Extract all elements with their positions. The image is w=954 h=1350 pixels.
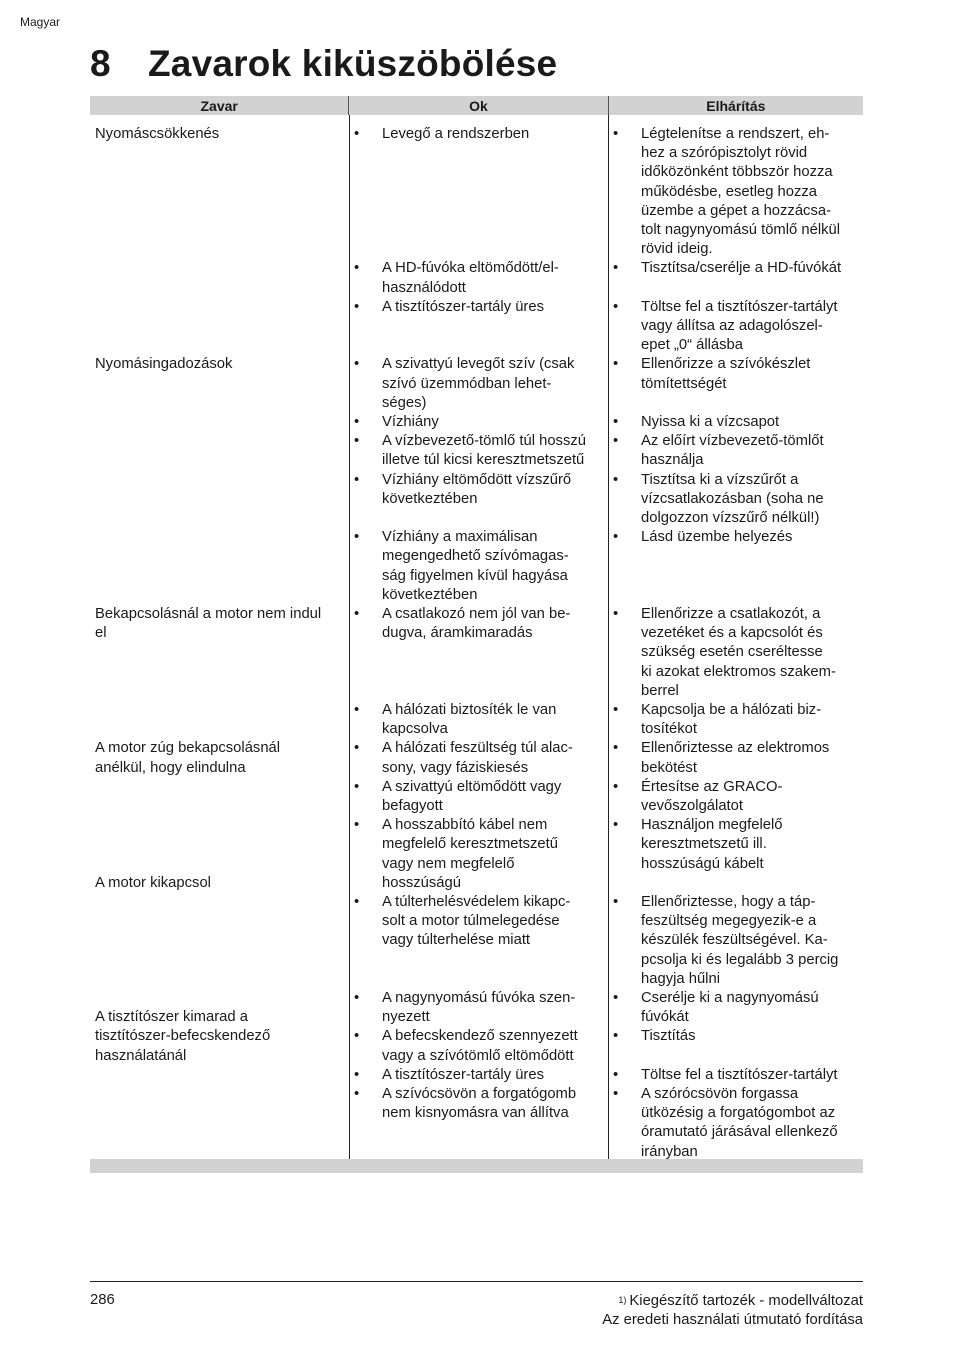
remedy-item: Tisztítsa/cserélje a HD-fúvókát	[641, 260, 842, 277]
bullet-icon: •	[613, 529, 619, 546]
column-divider	[349, 115, 350, 1159]
cause-item: A hálózati feszültség túl alac- sony, vagy fáziskiesés	[382, 740, 573, 776]
remedy-item: Ellenőrizze a szívókészlet tömítettségét	[641, 356, 811, 392]
bullet-icon: •	[354, 356, 360, 373]
table-header-row	[90, 96, 863, 115]
cause-item: A szivattyú eltömődött vagy befagyott	[382, 778, 562, 814]
header-remedy: Elhárítás	[608, 96, 863, 115]
remedy-item: Nyissa ki a vízcsapot	[641, 414, 780, 430]
remedy-item: Tisztítsa ki a vízszűrőt a vízcsatlakozásban (soha ne dolgozzon vízszűrő nélkül!)	[641, 471, 824, 526]
bullet-icon: •	[354, 433, 360, 450]
footnote-text: Kiegészítő tartozék - modellváltozat	[629, 1293, 863, 1309]
bullet-icon: •	[354, 894, 360, 910]
troubleshooting-table	[90, 96, 863, 1173]
bullet-icon: •	[354, 298, 360, 315]
cause-item: A HD-fúvóka eltömődött/el- használódott	[382, 260, 559, 296]
bullet-icon: •	[613, 356, 619, 373]
cause-item: Levegő a rendszerben	[382, 126, 530, 142]
language-label: Magyar	[20, 15, 61, 29]
bullet-icon: •	[354, 529, 360, 546]
bullet-icon: •	[613, 260, 619, 277]
cause-item: Vízhiány a maximálisan megengedhető szívómagas- ság figyelmen kívül hagyása következtében	[382, 529, 569, 603]
remedy-item: Tisztítás	[641, 1028, 696, 1045]
problem-cell: A tisztítószer kimarad a tisztítószer-befecskendező használatánál	[95, 1009, 271, 1064]
remedy-item: Ellenőriztesse, hogy a táp- feszültség megegyezik-e a készülék feszültségével. Ka- pcsolja ki és legalább 3 percig hagyja hűlni	[641, 894, 839, 987]
bullet-icon: •	[613, 702, 619, 718]
bullet-icon: •	[354, 414, 360, 430]
cause-item: A túlterhelésvédelem kikapc- solt a motor túlmelegedése vagy túlterhelése miatt	[382, 894, 571, 949]
cause-item: A hosszabbító kábel nem megfelelő keresztmetszetű vagy nem megfelelő hosszúságú	[382, 817, 558, 891]
footer-divider	[90, 1281, 863, 1282]
header-cause: Ok	[348, 96, 607, 115]
section-title-text: Zavarok kiküszöbölése	[148, 43, 558, 84]
remedy-item: Értesítse az GRACO- vevőszolgálatot	[641, 778, 783, 814]
bullet-icon: •	[613, 740, 619, 757]
bullet-icon: •	[354, 990, 360, 1006]
problem-cell: Nyomásingadozások	[95, 356, 233, 373]
remedy-item: Használjon megfelelő keresztmetszetű ill. hosszúságú kábelt	[641, 817, 783, 872]
bullet-icon: •	[613, 894, 619, 910]
remedy-item: Lásd üzembe helyezés	[641, 529, 793, 546]
cause-item: Vízhiány	[382, 414, 439, 430]
bullet-icon: •	[354, 1066, 360, 1083]
footer-notes	[602, 1292, 863, 1330]
bullet-icon: •	[613, 1086, 619, 1102]
page-number: 286	[90, 1292, 115, 1308]
bullet-icon: •	[613, 1066, 619, 1083]
column-divider	[608, 115, 609, 1159]
translation-note: Az eredeti használati útmutató fordítása	[602, 1312, 863, 1328]
footnote-mark: 1)	[618, 1295, 627, 1305]
bullet-icon: •	[354, 702, 360, 718]
cause-item: A befecskendező szennyezett vagy a szívótömlő eltömődött	[382, 1028, 578, 1064]
section-number: 8	[90, 43, 111, 84]
bullet-icon: •	[613, 1028, 619, 1045]
bullet-icon: •	[354, 471, 360, 488]
bullet-icon: •	[354, 740, 360, 757]
problem-cell: A motor kikapcsol	[95, 874, 211, 891]
bullet-icon: •	[354, 126, 360, 142]
cause-item: A szivattyú levegőt szív (csak szívó üzemmódban lehet- séges)	[382, 356, 575, 411]
bullet-icon: •	[613, 126, 619, 142]
remedy-item: A szórócsövön forgassa ütközésig a forgatógombot az óramutató járásával ellenkező irányban	[641, 1086, 838, 1160]
bullet-icon: •	[354, 1028, 360, 1045]
remedy-item: Az előírt vízbevezető-tömlőt használja	[641, 433, 824, 469]
bullet-icon: •	[354, 817, 360, 834]
remedy-item: Ellenőriztesse az elektromos bekötést	[641, 740, 830, 776]
header-problem: Zavar	[200, 97, 238, 114]
remedy-item: Kapcsolja be a hálózati biz- tosítékot	[641, 702, 822, 738]
problem-cell: A motor zúg bekapcsolásnál anélkül, hogy elindulna	[95, 740, 281, 776]
cause-item: A nagynyomású fúvóka szen- nyezett	[382, 990, 576, 1026]
bullet-icon: •	[613, 817, 619, 834]
section-title	[90, 40, 557, 88]
remedy-item: Töltse fel a tisztítószer-tartályt	[641, 1066, 838, 1083]
remedy-item: Cserélje ki a nagynyomású fúvókát	[641, 990, 819, 1026]
bullet-icon: •	[613, 414, 619, 430]
bullet-icon: •	[613, 433, 619, 450]
cause-item: A szívócsövön a forgatógomb nem kisnyomásra van állítva	[382, 1086, 577, 1122]
table-body	[90, 115, 863, 1159]
problem-cell: Nyomáscsökkenés	[95, 126, 220, 142]
bullet-icon: •	[613, 990, 619, 1006]
remedy-item: Légtelenítse a rendszert, eh- hez a szórópisztolyt rövid időközönként többször hozza működésbe, esetleg hozza üzembe a gépet a hozzácsa- tolt nagynyomású tömlő nélkül rövid ideig.	[641, 126, 841, 258]
bullet-icon: •	[613, 471, 619, 488]
cause-item: A tisztítószer-tartály üres	[382, 298, 544, 315]
remedy-item: Ellenőrizze a csatlakozót, a vezetéket és a kapcsolót és szükség esetén cseréltesse ki azokat elektromos szakem- berrel	[641, 606, 836, 699]
bullet-icon: •	[613, 606, 619, 622]
remedy-item: Töltse fel a tisztítószer-tartályt vagy állítsa az adagolószel- epet „0“ állásba	[641, 298, 838, 354]
bullet-icon: •	[354, 1086, 360, 1102]
cause-item: A csatlakozó nem jól van be- dugva, áramkimaradás	[382, 606, 571, 642]
cause-item: A vízbevezető-tömlő túl hosszú illetve túl kicsi keresztmetszetű	[382, 433, 586, 469]
footnote	[602, 1292, 863, 1311]
bullet-icon: •	[354, 260, 360, 277]
bullet-icon: •	[354, 778, 360, 795]
problem-cell: Bekapcsolásnál a motor nem indul el	[95, 606, 322, 642]
bullet-icon: •	[613, 298, 619, 315]
cause-item: A hálózati biztosíték le van kapcsolva	[382, 702, 557, 738]
bullet-icon: •	[613, 778, 619, 795]
cause-item: Vízhiány eltömődött vízszűrő következtében	[382, 471, 572, 507]
cause-item: A tisztítószer-tartály üres	[382, 1066, 544, 1083]
bullet-icon: •	[354, 606, 360, 622]
